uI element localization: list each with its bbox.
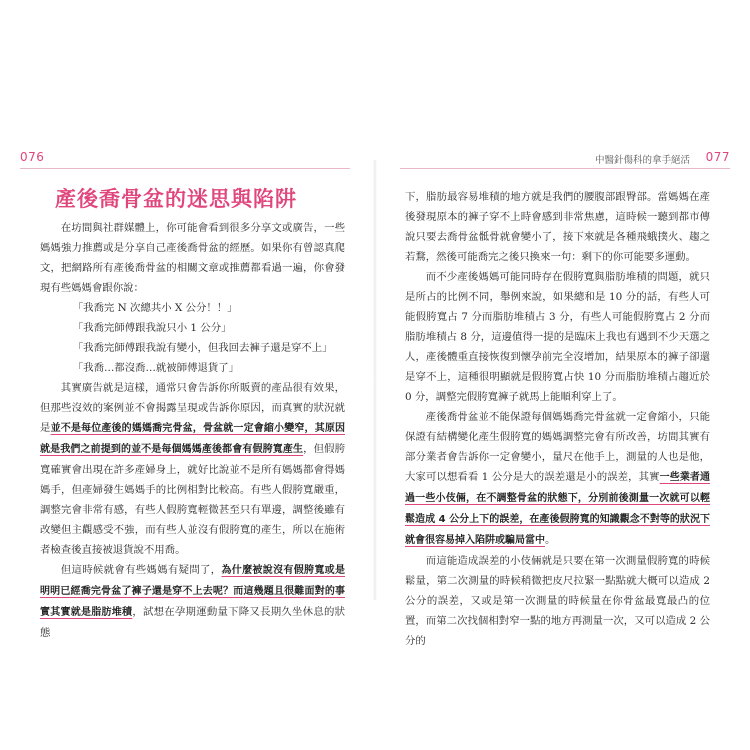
right-page-body: [405, 187, 710, 651]
quote-line: 「我喬…都沒喬…就被師傅退貨了」: [72, 362, 240, 374]
paragraph-text: ，但假胯寬確實會出現在許多產婦身上，就好比說並不是所有媽媽都會得媽媽手，但產婦發生媽媽手的比例相對比較高。有些人假胯寬嚴重，調整完會非常有感，有些人假胯寬輕微甚至只有單邊，調整後雖有改變但主觀感受不強，而有些人並沒有假胯寬的產生，所以在施術者檢查後直接被退貨說不用喬。: [40, 443, 346, 556]
paragraph-text: 產後喬骨盆並不能保證每個媽媽喬完骨盆就一定會縮小，只能保證有結構變化產生假胯寬的媽媽調整完會有所改善，坊間其實有部分業者會告訴你一定會變小，量尺在他手上，測量的人也是他，大家可以想看看 1 公分是大的誤差還是小的誤差，其實: [405, 411, 710, 483]
page-gutter: [373, 160, 377, 600]
paragraph-text: ，試想在孕期運動量下降又長期久坐休息的狀態: [40, 606, 346, 639]
right-paragraph-2: 而不少產後媽媽可能同時存在假胯寬與脂肪堆積的問題，就只是所占的比例不同，舉例來說，如果總和是 10 分的話，有些人可能假胯寬占 7 分而脂肪堆積占 3 分，有些人可能假胯寬占 2 分而脂肪堆積占 8 分，這邊值得一提的是臨床上我也有遇到不少天選之人，產後體重直接恢復到懷孕前完全沒增加，結果原本的褲子卻還是穿不上，這種很明顯就是假胯寬占快 10 分而脂肪堆積占趨近於 0 分，調整完假胯寬褲子就馬上能順利穿上了。: [405, 271, 710, 403]
paragraph-text: 其實廣告就是這樣，通常只會告訴你所販賣的產品很有效果，但那些沒效的案例並不會揭露呈現或告訴你原因，而真實的狀況就是: [40, 382, 345, 434]
chapter-section-title: 產後喬骨盆的迷思與陷阱: [55, 187, 297, 211]
page-number-left: 076: [20, 150, 45, 164]
header-divider-left: [20, 168, 350, 169]
quote-line: 「我喬完師傅跟我說有變小，但我回去褲子還是穿不上」: [72, 342, 333, 354]
header-divider-right: [400, 168, 730, 169]
paragraph-text: 。: [545, 534, 556, 546]
highlighted-text: 一些業者通過一些小伎倆，在不調整骨盆的狀態下，分別前後測量一次就可以輕鬆造成 4 公分上下的誤差，在產後假胯寬的知識觀念不對等的狀況下就會很容易掉入陷阱或騙局當中: [405, 472, 711, 546]
highlighted-text: 為什麼被說沒有假胯寬或是明明已經喬完骨盆了褲子還是穿不上去呢？而這幾題且很難面對的事實其實就是脂肪堆積: [40, 565, 345, 618]
left-paragraph-2: [40, 378, 345, 560]
right-paragraph-1: 下，脂肪最容易堆積的地方就是我們的腰腹部跟臀部。當媽媽在產後發現原本的褲子穿不上時會感到非常焦慮，這時候一聽到都市傳說只要去喬骨盆骶骨就會變小了，接下來就是各種飛蛾撲火、趨之若鶩，然後可能喬完之後只換來一句：剩下的你可能要多運動。: [405, 191, 710, 263]
quote-line: 「我喬完師傅跟我說只小 1 公分」: [72, 322, 232, 334]
right-paragraph-4: 而這能造成誤差的小伎倆就是只要在第一次測量假胯寬的時候鬆量，第二次測量的時候稍微把皮尺拉緊一點點就大概可以造成 2 公分的誤差，又或是第一次測量的時候量在你骨盆最寬最凸的位置，而第二次找個相對窄一點的地方再測量一次，又可以造成 2 公分的: [405, 555, 710, 647]
running-head: 中醫針傷科的拿手絕活: [594, 155, 690, 166]
paragraph-text: 但這時候就會有些媽媽有疑問了，: [60, 564, 222, 576]
highlighted-text: 並不是每位產後的媽媽喬完骨盆，骨盆就一定會縮小變窄，其原因就是我們之前提到的並不是每個媽媽產後都會有假胯寬產生: [40, 423, 346, 455]
left-paragraph-3: [40, 560, 345, 643]
left-page-body: [40, 218, 345, 643]
right-paragraph-3: [405, 407, 710, 551]
page-number-right: 077: [705, 150, 730, 164]
quote-line: 「我喬完 N 次總共小 X 公分！！」: [72, 302, 238, 314]
left-paragraph-1: 在坊間與社群媒體上，你可能會看到很多分享文或廣告，一些媽媽強力推薦或是分享自己產後喬骨盆的經歷。如果你有曾認真爬文，把網路所有產後喬骨盆的相關文章或推薦都看過一遍，你會發現有些媽媽會跟你說：: [40, 222, 345, 294]
